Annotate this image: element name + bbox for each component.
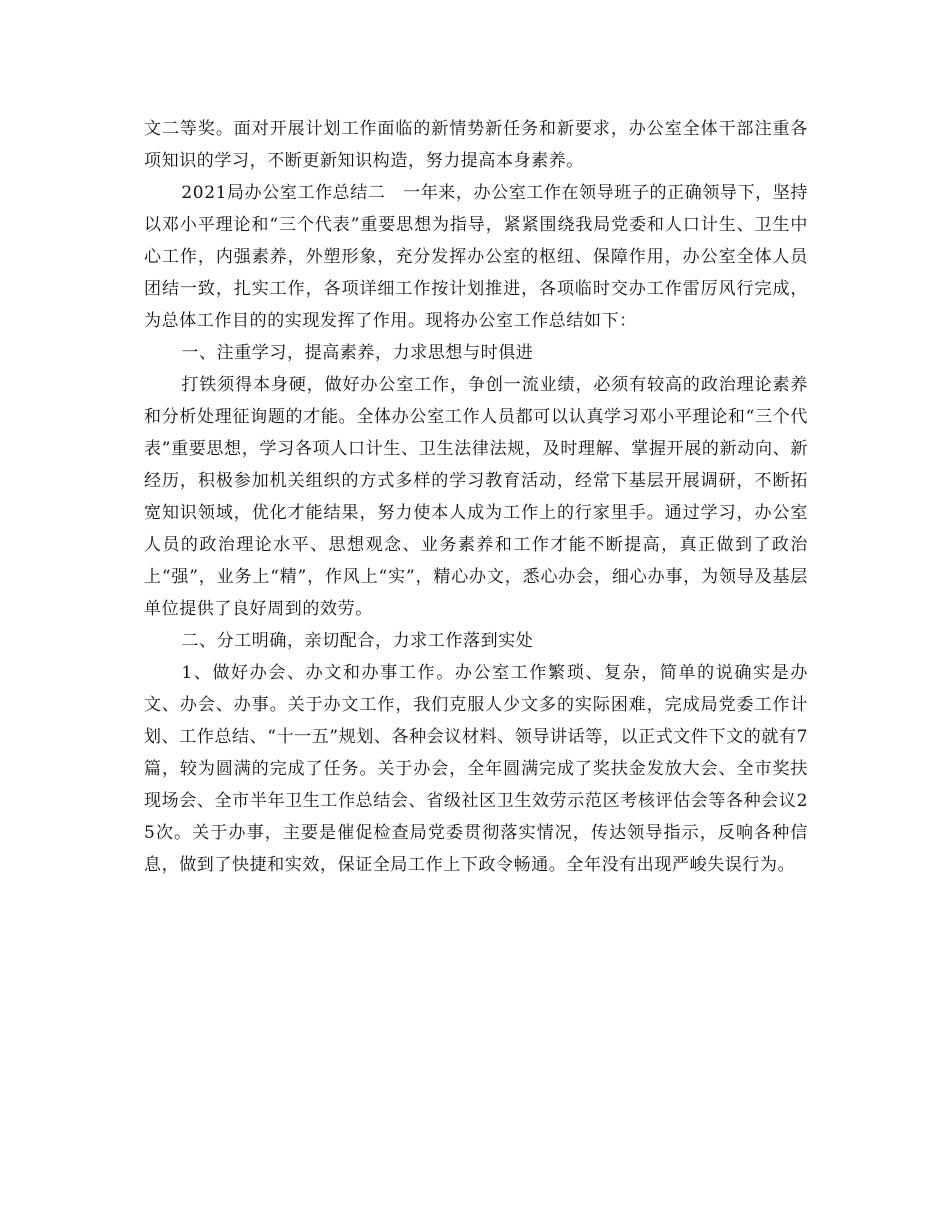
section-heading-division: 二、分工明确，亲切配合，力求工作落到实处 bbox=[181, 631, 534, 651]
section-heading-study: 一、注重学习，提高素养，力求思想与时俱进 bbox=[181, 343, 534, 363]
paragraph-office-work: 1、做好办会、办文和办事工作。办公室工作繁琐、复杂，简单的说确实是办文、办会、办事。关于办文工作，我们克服人少文多的实际困难，完成局党委工作计划、工作总结、“十一五”规划、各种会议材料、领导讲话等，以正式文件下文的就有7篇，较为圆满的完成了任务。关于办会，全年圆满完成了奖扶金发放大会、全市奖扶现场会、全市半年卫生工作总结会、省级社区卫生效劳示范区考核评估会等各种会议25次。关于办事，主要是催促检查局党委贯彻落实情况，传达领导指示，反响各种信息，做到了快捷和实效，保证全局工作上下政令畅通。全年没有出现严峻失误行为。 bbox=[144, 663, 808, 875]
paragraph-continuation: 文二等奖。面对开展计划工作面临的新情势新任务和新要求，办公室全体干部注重各项知识的学习，不断更新知识构造，努力提高本身素养。 bbox=[144, 119, 808, 171]
paragraph-summary-intro: 2021局办公室工作总结二 一年来，办公室工作在领导班子的正确领导下，坚持以邓小平理论和“三个代表”重要思想为指导，紧紧围绕我局党委和人口计生、卫生中心工作，内强素养，外塑形象，充分发挥办公室的枢纽、保障作用，办公室全体人员团结一致，扎实工作，各项详细工作按计划推进，各项临时交办工作雷厉风行完成，为总体工作目的的实现发挥了作用。现将办公室工作总结如下： bbox=[144, 183, 808, 331]
document-page bbox=[144, 113, 808, 881]
paragraph-study: 打铁须得本身硬，做好办公室工作，争创一流业绩，必须有较高的政治理论素养和分析处理征询题的才能。全体办公室工作人员都可以认真学习邓小平理论和“三个代表”重要思想，学习各项人口计生、卫生法律法规，及时理解、掌握开展的新动向、新经历，积极参加机关组织的方式多样的学习教育活动，经常下基层开展调研，不断拓宽知识领域，优化才能结果，努力使本人成为工作上的行家里手。通过学习，办公室人员的政治理论水平、思想观念、业务素养和工作才能不断提高，真正做到了政治上“强”，业务上“精”，作风上“实”，精心办文，悉心办会，细心办事，为领导及基层单位提供了良好周到的效劳。 bbox=[144, 375, 808, 619]
